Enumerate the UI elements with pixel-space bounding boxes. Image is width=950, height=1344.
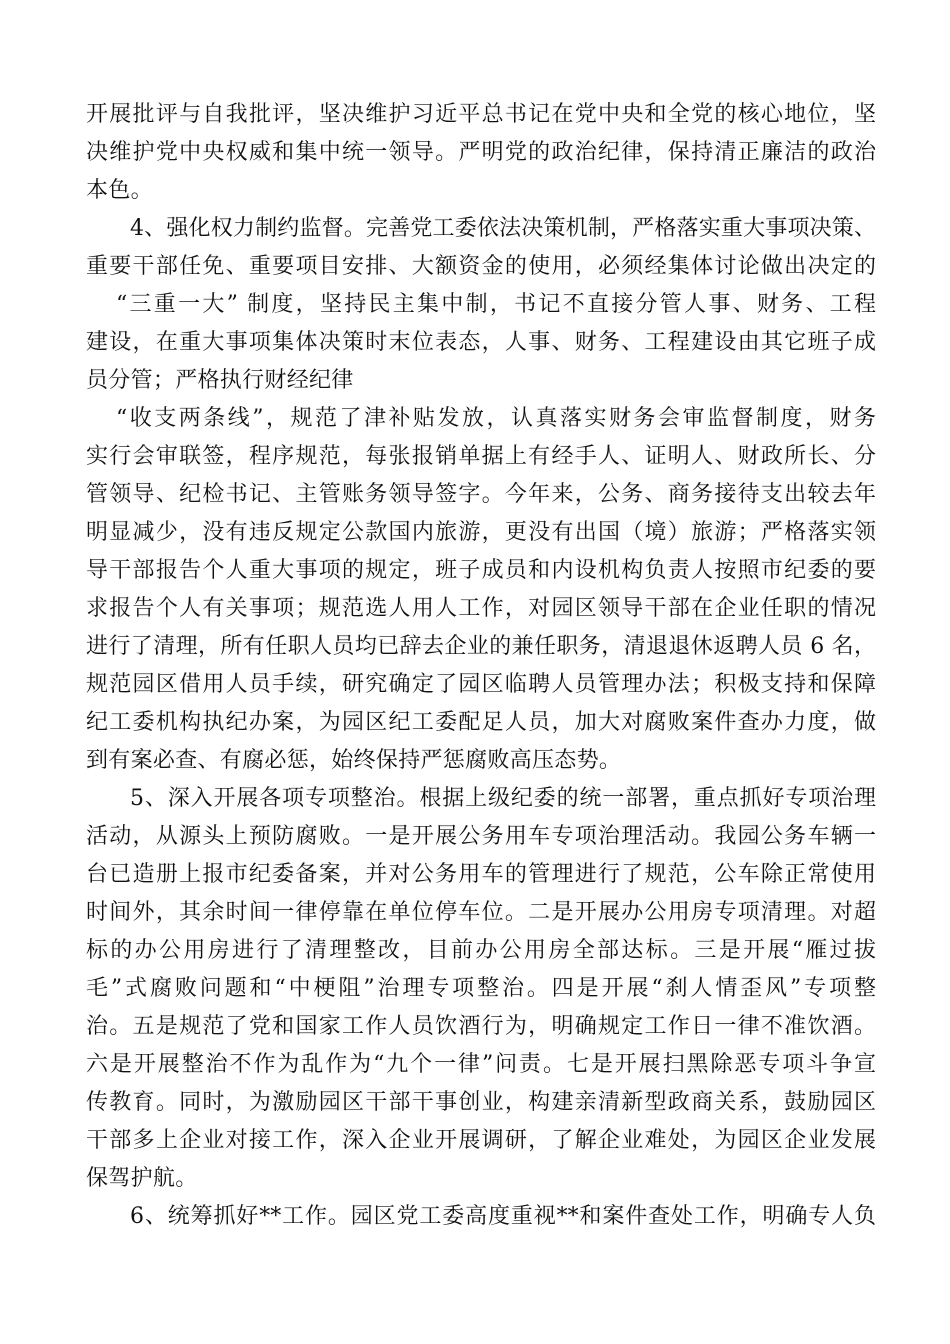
paragraph-heading-6: 6、统筹抓好**工作。园区党工委高度重视**和案件查处工作，明确专人负	[130, 1204, 876, 1229]
text-line: 开展批评与自我批评，坚决维护习近平总书记在党中央和全党的核心地位，坚	[86, 102, 876, 127]
paragraph-heading-4: 4、强化权力制约监督。完善党工委依法决策机制，严格落实重大事项决策、	[130, 216, 876, 241]
text-line: 进行了清理，所有任职人员均已辞去企业的兼任职务，清退退休返聘人员 6 名，	[86, 634, 876, 659]
text-line: 干部多上企业对接工作，深入企业开展调研，了解企业难处，为园区企业发展	[86, 1128, 876, 1153]
text-line: 规范园区借用人员手续，研究确定了园区临聘人员管理办法；积极支持和保障	[86, 672, 876, 697]
text-line: 重要干部任免、重要项目安排、大额资金的使用，必须经集体讨论做出决定的	[86, 254, 876, 279]
text-line: 纪工委机构执纪办案，为园区纪工委配足人员，加大对腐败案件查办力度，做	[86, 710, 876, 735]
text-line: 明显减少，没有违反规定公款国内旅游，更没有出国（境）旅游；严格落实领	[86, 520, 876, 545]
text-line: 标的办公用房进行了清理整改，目前办公用房全部达标。三是开展“雁过拔	[86, 938, 876, 963]
text-line: 时间外，其余时间一律停靠在单位停车位。二是开展办公用房专项清理。对超	[86, 900, 876, 925]
text-line: 到有案必查、有腐必惩，始终保持严惩腐败高压态势。	[86, 748, 622, 773]
text-line: 导干部报告个人重大事项的规定，班子成员和内设机构负责人按照市纪委的要	[86, 558, 876, 583]
text-line: 台已造册上报市纪委备案，并对公务用车的管理进行了规范，公车除正常使用	[86, 862, 876, 887]
text-line: 本色。	[86, 178, 153, 203]
text-line: 建设，在重大事项集体决策时末位表态，人事、财务、工程建设由其它班子成	[86, 330, 876, 355]
text-line: 保驾护航。	[86, 1166, 198, 1191]
paragraph-heading-5: 5、深入开展各项专项整治。根据上级纪委的统一部署，重点抓好专项治理	[130, 786, 876, 811]
text-line: 六是开展整治不作为乱作为“九个一律”问责。七是开展扫黑除恶专项斗争宣	[86, 1052, 876, 1077]
text-line: “收支两条线”，规范了津补贴发放，认真落实财务会审监督制度，财务	[116, 406, 876, 431]
text-line: 员分管；严格执行财经纪律	[86, 368, 354, 393]
text-line: “三重一大” 制度，坚持民主集中制，书记不直接分管人事、财务、工程	[116, 292, 876, 317]
text-line: 治。五是规范了党和国家工作人员饮酒行为，明确规定工作日一律不准饮酒。	[86, 1014, 876, 1039]
text-line: 毛”式腐败问题和“中梗阻”治理专项整治。四是开展“刹人情歪风”专项整	[86, 976, 876, 1001]
text-line: 活动，从源头上预防腐败。一是开展公务用车专项治理活动。我园公务车辆一	[86, 824, 876, 849]
text-line: 决维护党中央权威和集中统一领导。严明党的政治纪律，保持清正廉洁的政治	[86, 140, 876, 165]
text-line: 实行会审联签，程序规范，每张报销单据上有经手人、证明人、财政所长、分	[86, 444, 876, 469]
text-line: 管领导、纪检书记、主管账务领导签字。今年来，公务、商务接待支出较去年	[86, 482, 876, 507]
text-line: 求报告个人有关事项；规范选人用人工作，对园区领导干部在企业任职的情况	[86, 596, 876, 621]
text-line: 传教育。同时，为激励园区干部干事创业，构建亲清新型政商关系，鼓励园区	[86, 1090, 876, 1115]
